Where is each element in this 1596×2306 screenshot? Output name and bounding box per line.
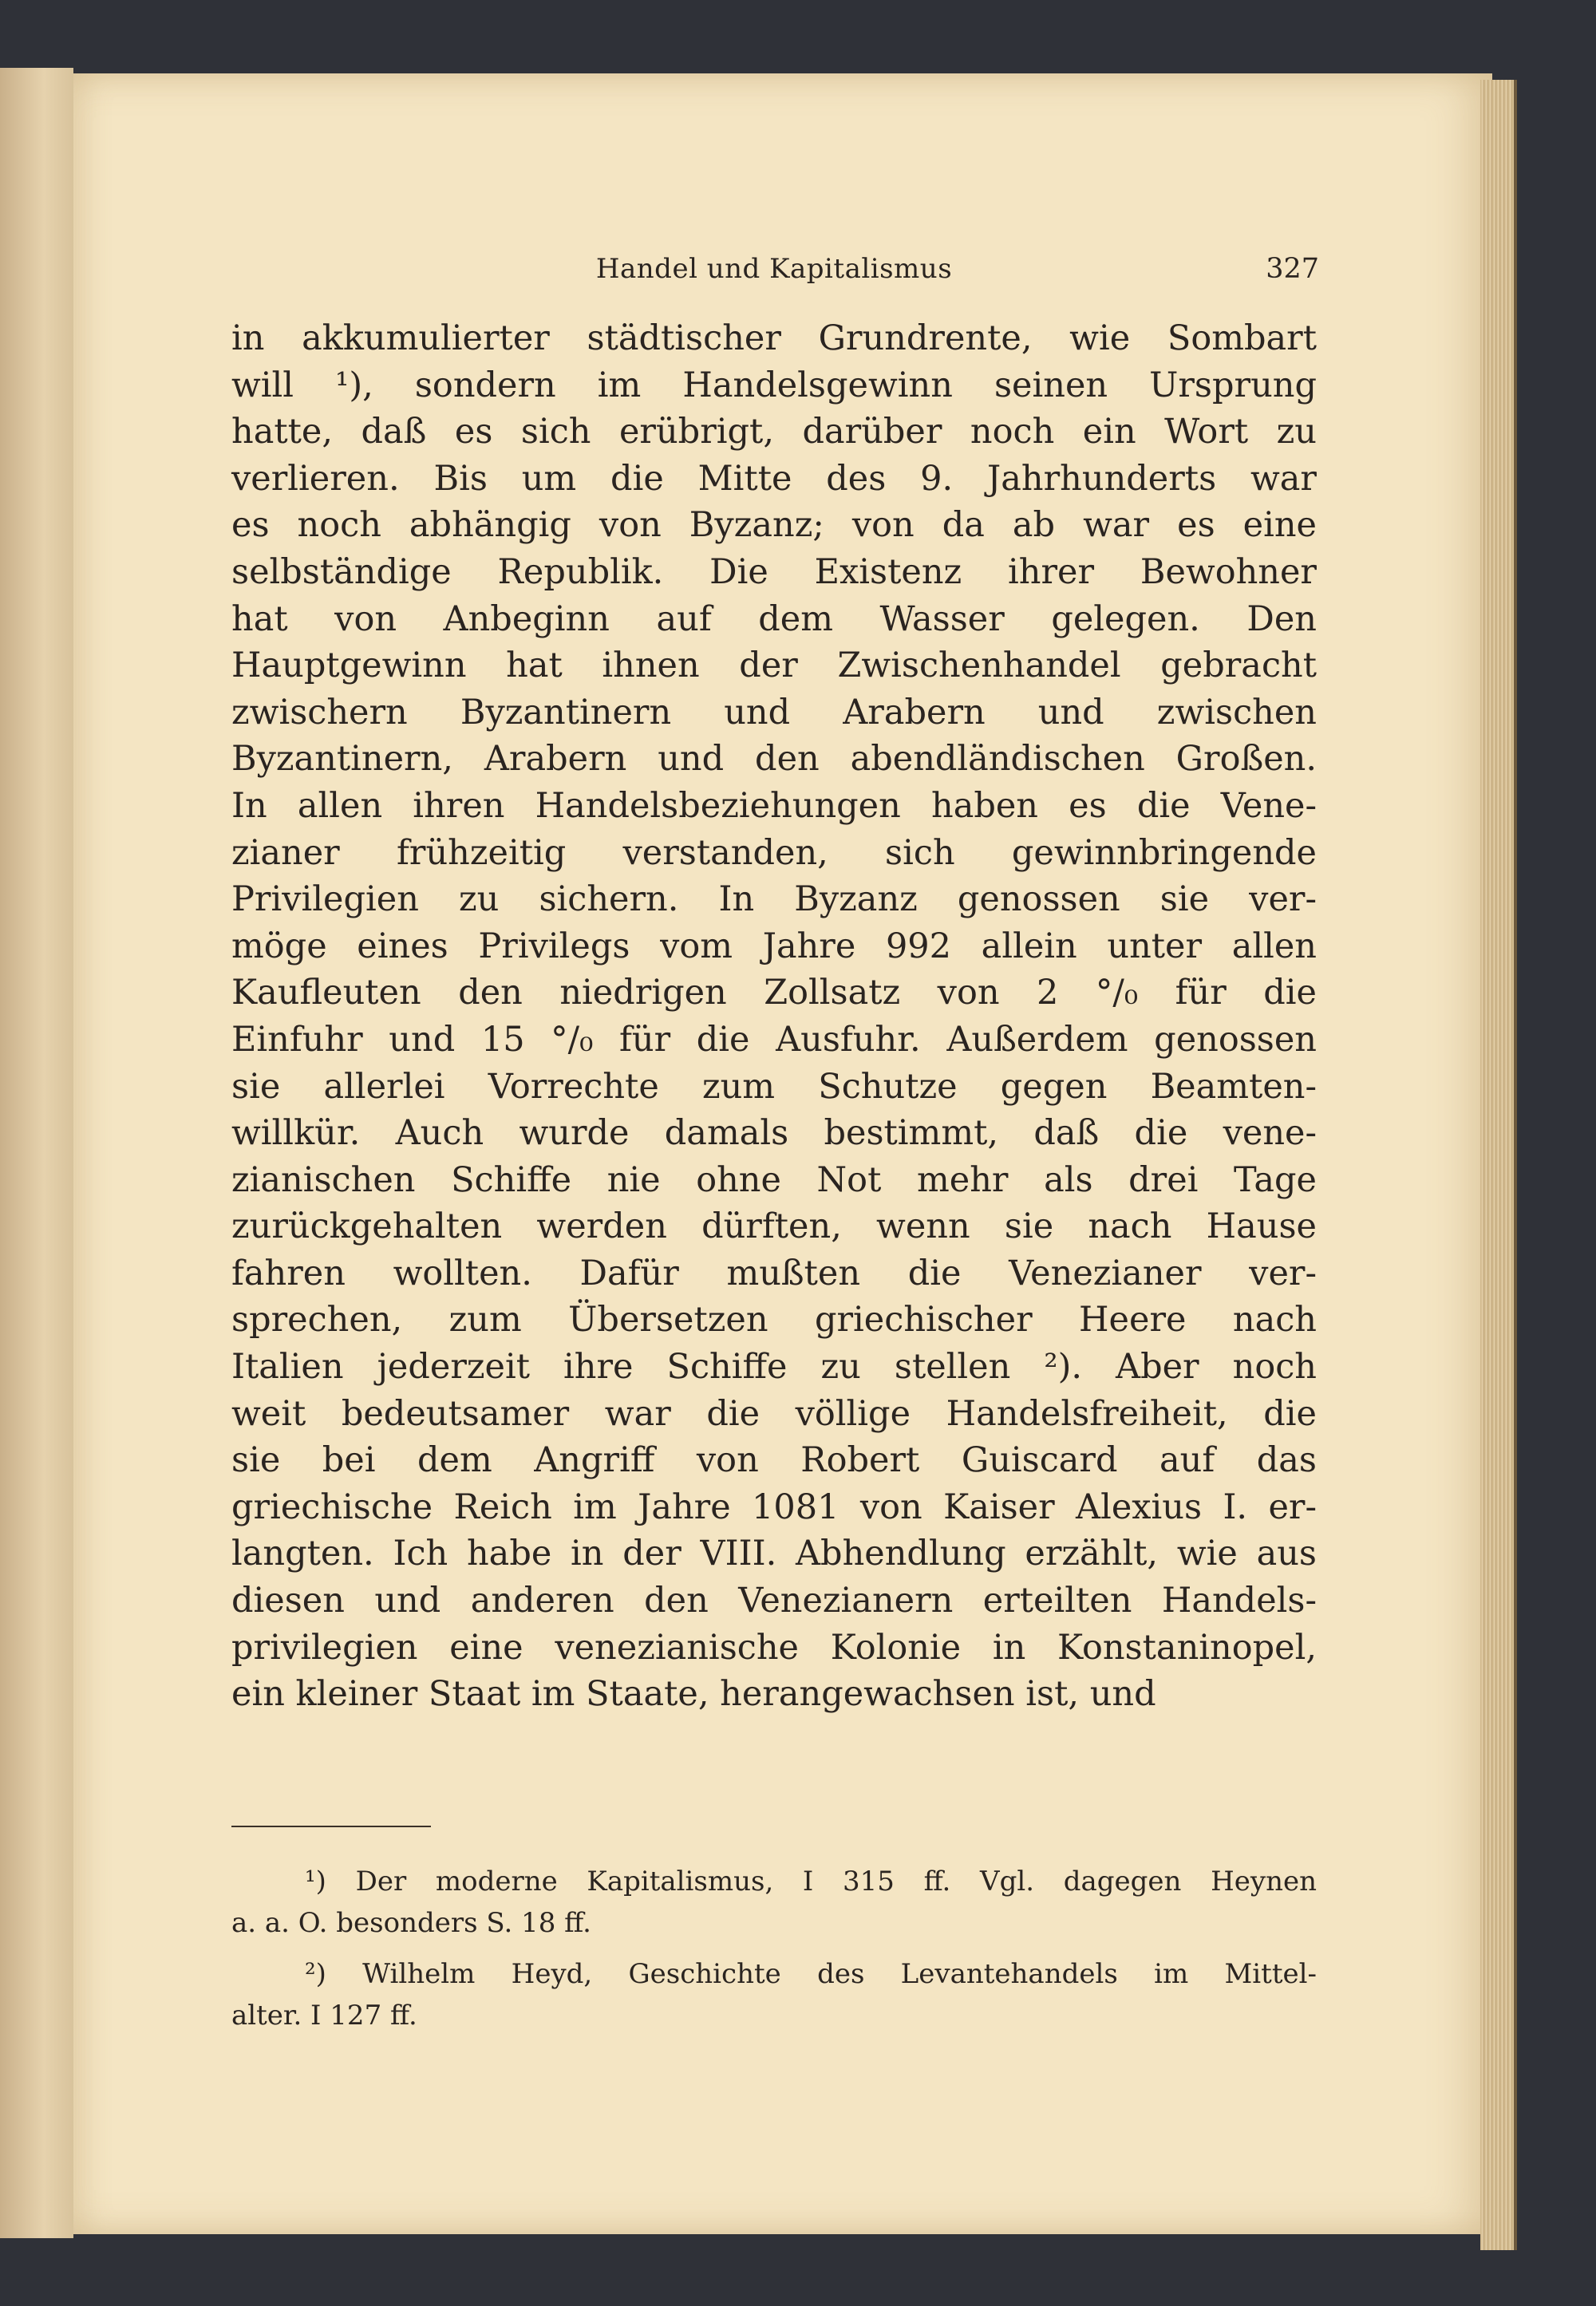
body-line: selbständige Republik. Die Existenz ihrer Bewohner: [231, 551, 1317, 592]
body-line: diesen und anderen den Venezianern erteilten Handels-: [231, 1581, 1317, 1621]
body-line: willkür. Auch wurde damals bestimmt, daß die vene-: [231, 1113, 1317, 1154]
body-line: zurückgehalten werden dürften, wenn sie nach Hause: [231, 1206, 1317, 1247]
body-line: zwischern Byzantinern und Arabern und zwischen: [231, 692, 1317, 732]
body-line: fahren wollten. Dafür mußten die Venezianer ver-: [231, 1253, 1317, 1293]
body-line: will ¹), sondern im Handelsgewinn seinen Ursprung: [231, 365, 1317, 405]
body-line: zianischen Schiffe nie ohne Not mehr als drei Tage: [231, 1159, 1317, 1200]
footnotes: [231, 1861, 1317, 2036]
body-line: in akkumulierter städtischer Grundrente, wie Sombart: [231, 318, 1317, 358]
facing-page-edge: [0, 68, 73, 2238]
page-number: 327: [1266, 253, 1319, 285]
body-line: Byzantinern, Arabern und den abendländischen Großen.: [231, 739, 1317, 780]
page-text-block: [231, 73, 1317, 2234]
body-line: Einfuhr und 15 °/₀ für die Ausfuhr. Außerdem genossen: [231, 1019, 1317, 1060]
body-line: Hauptgewinn hat ihnen der Zwischenhandel gebracht: [231, 646, 1317, 686]
footnote-2-line: alter. I 127 ff.: [231, 2000, 417, 2032]
body-line: Italien jederzeit ihre Schiffe zu stellen ²). Aber noch: [231, 1347, 1317, 1388]
book-page: [73, 73, 1492, 2234]
page-header: [231, 253, 1317, 293]
body-line: In allen ihren Handelsbeziehungen haben es die Vene-: [231, 785, 1317, 826]
footnote-1-line: ¹) Der moderne Kapitalismus, I 315 ff. Vgl. dagegen Heynen: [305, 1866, 1317, 1897]
body-line: Privilegien zu sichern. In Byzanz genossen sie ver-: [231, 879, 1317, 920]
body-line: es noch abhängig von Byzanz; von da ab war es eine: [231, 505, 1317, 546]
body-line: sie allerlei Vorrechte zum Schutze gegen Beamten-: [231, 1066, 1317, 1107]
body-line: griechische Reich im Jahre 1081 von Kaiser Alexius I. er-: [231, 1487, 1317, 1527]
footnote-1-line: a. a. O. besonders S. 18 ff.: [231, 1907, 591, 1939]
body-line: langten. Ich habe in der VIII. Abhendlung erzählt, wie aus: [231, 1534, 1317, 1574]
body-line: zianer frühzeitig verstanden, sich gewinnbringende: [231, 832, 1317, 873]
body-line: Kaufleuten den niedrigen Zollsatz von 2 °/₀ für die: [231, 973, 1317, 1013]
body-line: verlieren. Bis um die Mitte des 9. Jahrhunderts war: [231, 458, 1317, 499]
body-text: [231, 315, 1317, 1718]
body-line: möge eines Privilegs vom Jahre 992 allein unter allen: [231, 926, 1317, 966]
footnote-2-line: ²) Wilhelm Heyd, Geschichte des Levantehandels im Mittel-: [305, 1958, 1317, 1990]
running-head: Handel und Kapitalismus: [595, 253, 953, 285]
body-line: sie bei dem Angriff von Robert Guiscard auf das: [231, 1440, 1317, 1481]
footnote-divider: [231, 1826, 431, 1827]
body-line: hatte, daß es sich erübrigt, darüber noch ein Wort zu: [231, 412, 1317, 452]
body-line: sprechen, zum Übersetzen griechischer Heere nach: [231, 1300, 1317, 1341]
body-line: hat von Anbeginn auf dem Wasser gelegen. Den: [231, 598, 1317, 639]
body-line: weit bedeutsamer war die völlige Handelsfreiheit, die: [231, 1393, 1317, 1434]
page-fore-edge: [1480, 80, 1517, 2250]
body-line: ein kleiner Staat im Staate, herangewachsen ist, und: [231, 1674, 1156, 1715]
body-line: privilegien eine venezianische Kolonie in Konstaninopel,: [231, 1627, 1317, 1668]
